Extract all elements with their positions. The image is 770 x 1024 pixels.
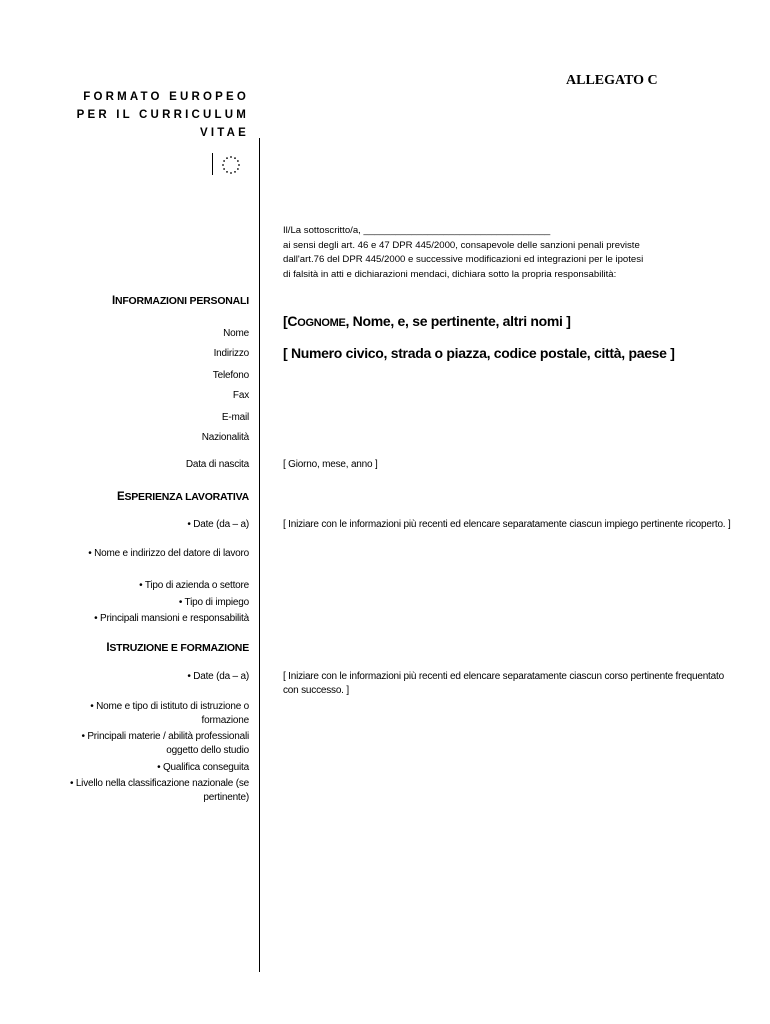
heading-rest: NFORMAZIONI PERSONALI — [114, 295, 249, 307]
label-work-date: • Date (da – a) — [187, 519, 249, 530]
label-mansioni: • Principali mansioni e responsabilità — [94, 613, 249, 624]
cv-title-line-2: PER IL CURRICULUM — [76, 109, 249, 121]
label-qualifica: • Qualifica conseguita — [157, 762, 249, 773]
value-nome — [283, 314, 571, 330]
label-indirizzo: Indirizzo — [213, 348, 249, 359]
label-nome: Nome — [223, 328, 249, 339]
intro-declaration — [283, 224, 703, 282]
allegato-label: ALLEGATO C — [566, 73, 658, 88]
label-data-nascita: Data di nascita — [185, 459, 249, 470]
heading-initial: I — [106, 642, 110, 654]
value-data-nascita: [ Giorno, mese, anno ] — [283, 459, 378, 470]
heading-initial: I — [111, 295, 115, 307]
section-heading-work — [117, 491, 249, 503]
heading-rest: SPERIENZA LAVORATIVA — [124, 491, 249, 503]
label-fax: Fax — [232, 390, 249, 401]
section-heading-education — [106, 642, 249, 654]
heading-initial: E — [116, 491, 125, 503]
value-nome-rest: , Nome, e, se pertinente, altri nomi ] — [345, 313, 571, 329]
label-email: E-mail — [221, 412, 249, 423]
label-livello: • Livello nella classificazione nazionale (se pertinente) — [69, 778, 249, 803]
label-istituto: • Nome e tipo di istituto di istruzione o formazione — [90, 701, 249, 726]
label-tipo-impiego: • Tipo di impiego — [178, 597, 249, 608]
section-heading-personal — [112, 295, 249, 307]
value-work-date: [ Iniziare con le informazioni più recenti ed elencare separatamente ciascun impiego pertinente ricoperto. ] — [283, 519, 731, 530]
label-edu-date: • Date (da – a) — [187, 671, 249, 682]
intro-line-3: dall'art.76 del DPR 445/2000 e successive modificazioni ed integrazioni per le ipotesi — [283, 254, 644, 265]
cv-title-line-1: FORMATO EUROPEO — [83, 91, 249, 103]
value-nome-prefix: [C — [283, 313, 298, 329]
intro-line-1: Il/La sottoscritto/a, ___________________________________ — [283, 225, 551, 236]
eu-stars-icon — [220, 154, 242, 176]
intro-line-2: ai sensi degli art. 46 e 47 DPR 445/2000, consapevole delle sanzioni penali previste — [283, 239, 640, 251]
label-tipo-azienda: • Tipo di azienda o settore — [139, 580, 249, 591]
label-nazionalita: Nazionalità — [201, 432, 249, 443]
label-materie: • Principali materie / abilità professionali oggetto dello studio — [81, 731, 249, 756]
value-edu-date: [ Iniziare con le informazioni più recenti ed elencare separatamente ciascun corso pertinente frequentato con successo. ] — [283, 671, 724, 696]
logo-divider — [212, 153, 213, 175]
label-datore: • Nome e indirizzo del datore di lavoro — [88, 548, 249, 559]
label-telefono: Telefono — [212, 370, 249, 381]
column-divider — [259, 138, 260, 972]
cv-title-line-3: VITAE — [199, 127, 249, 139]
intro-line-4: di falsità in atti e dichiarazioni mendaci, dichiara sotto la propria responsabilità: — [283, 268, 617, 280]
heading-rest: STRUZIONE E FORMAZIONE — [109, 642, 249, 654]
value-nome-smallcaps: OGNOME — [297, 317, 346, 329]
value-indirizzo: [ Numero civico, strada o piazza, codice postale, città, paese ] — [283, 345, 675, 361]
